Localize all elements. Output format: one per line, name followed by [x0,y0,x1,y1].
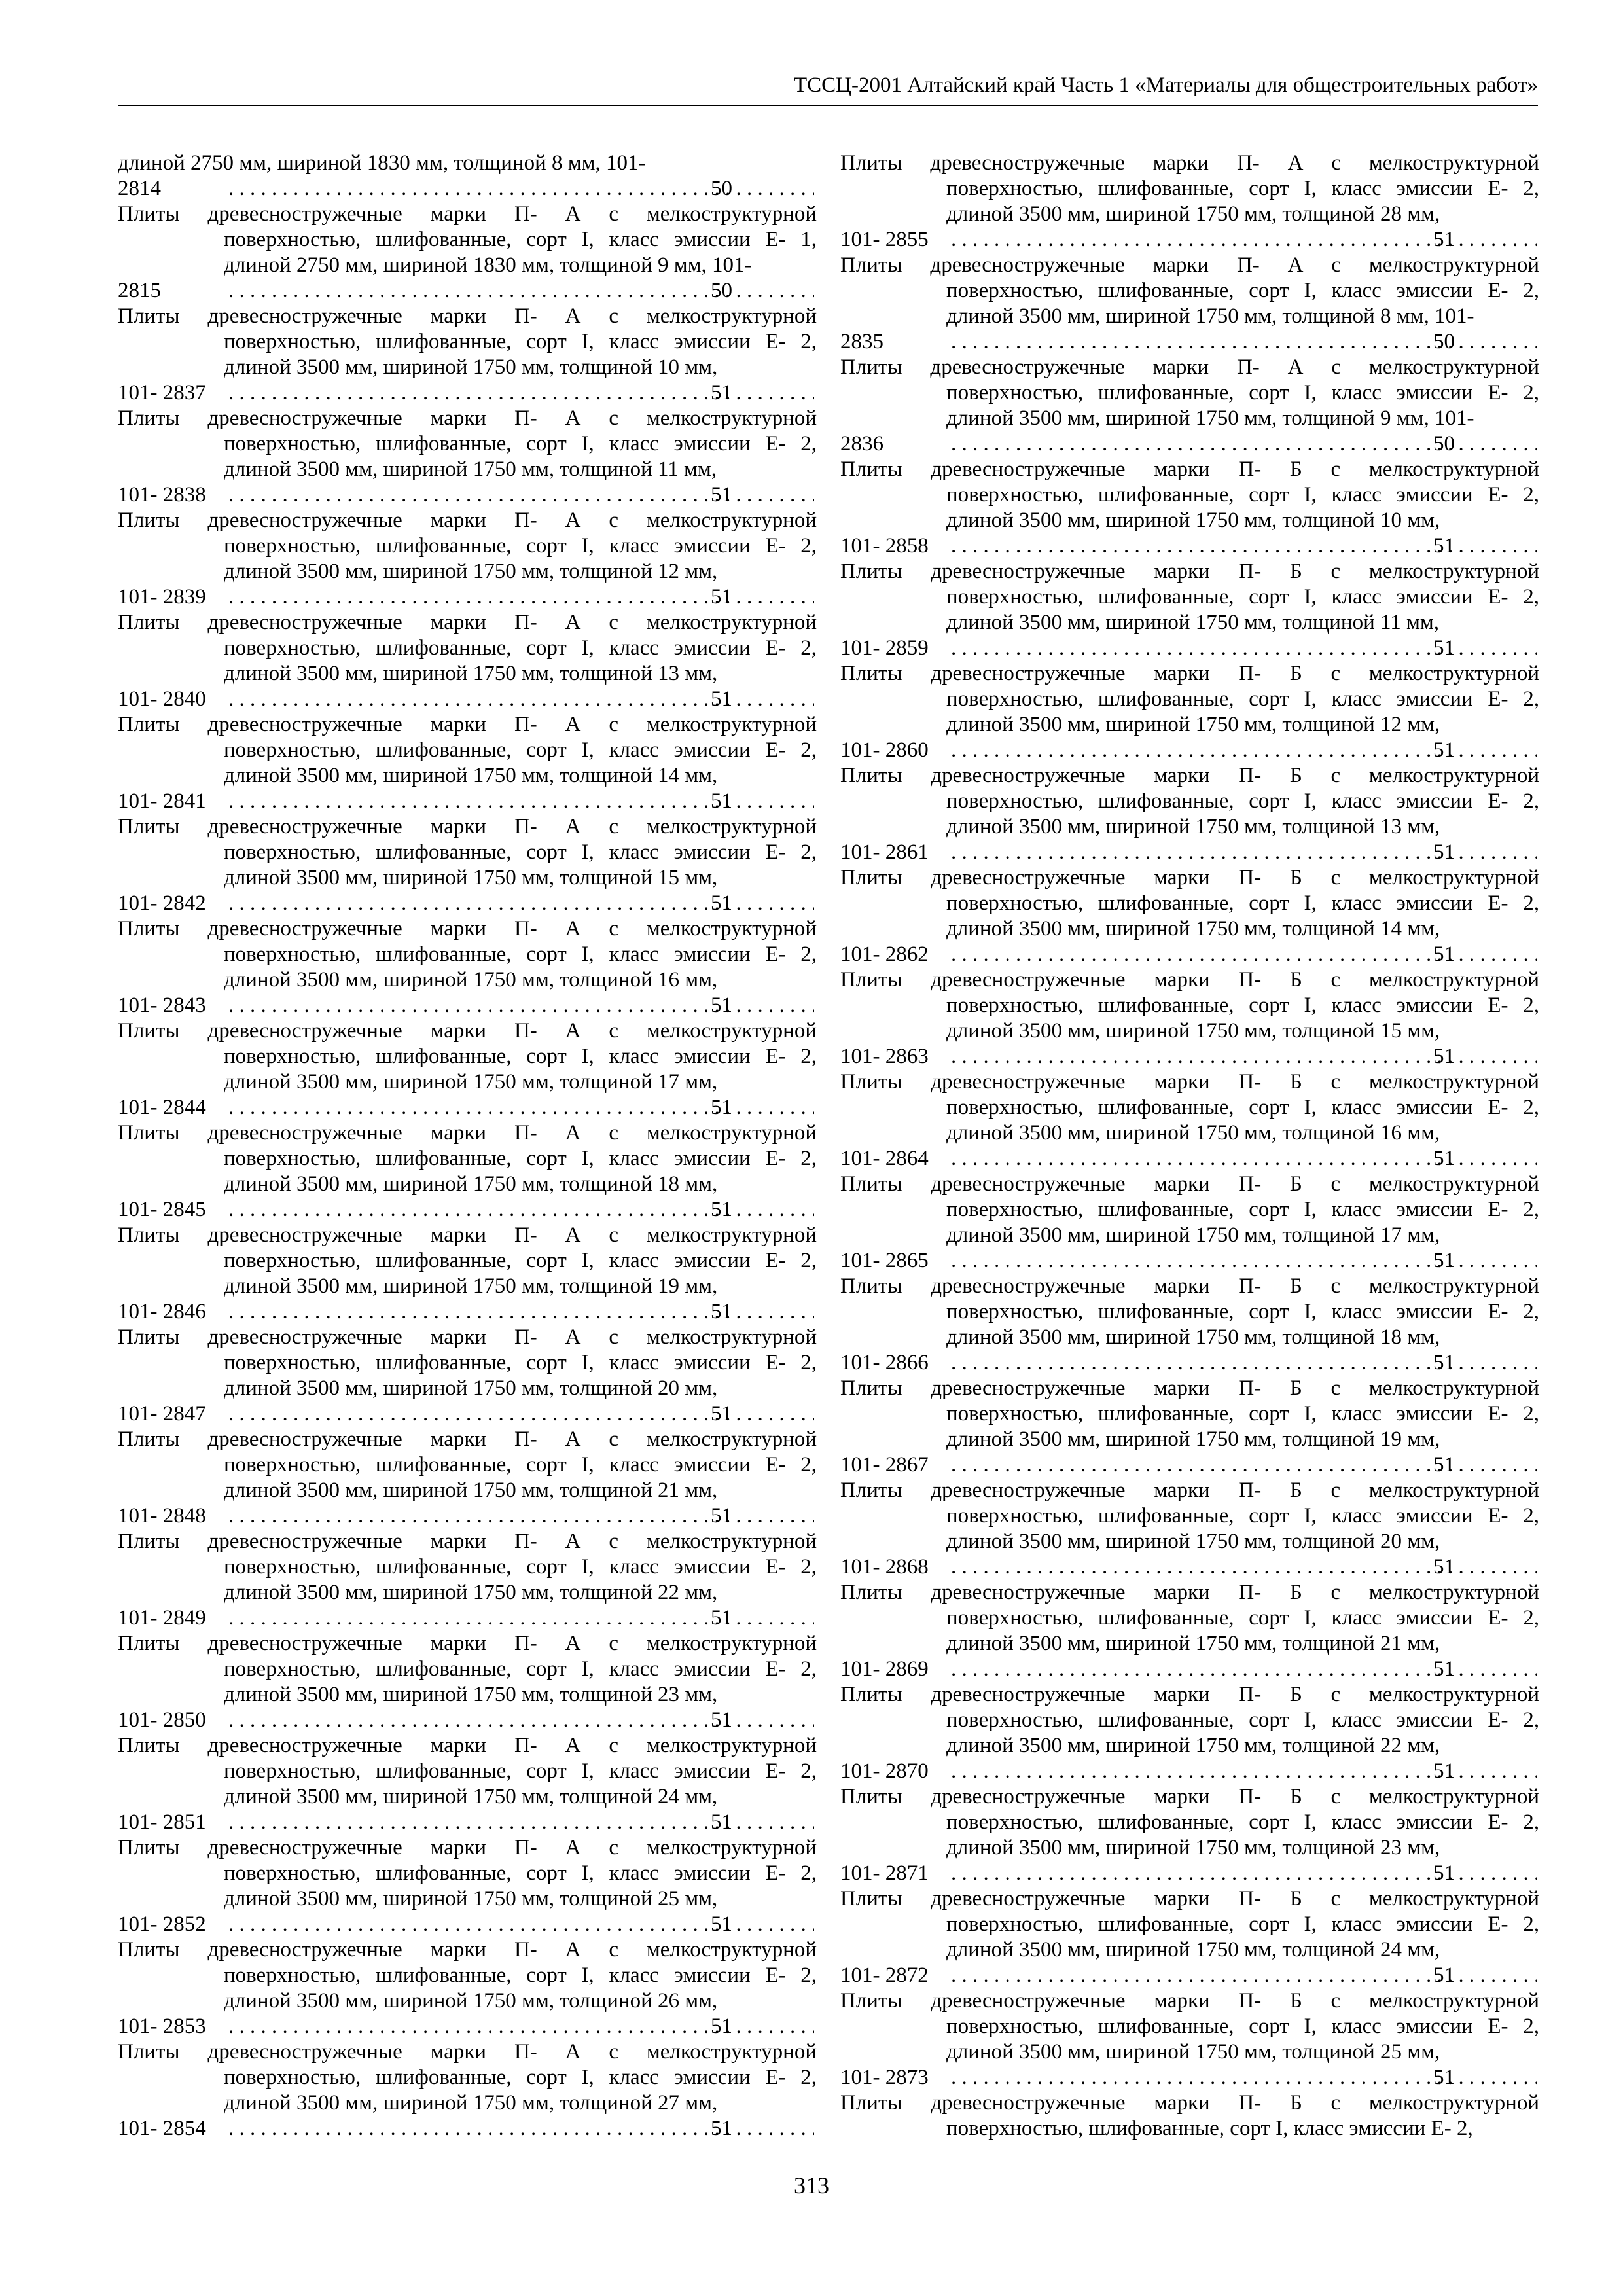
entry-text: Плиты древесностружечные марки П- Б с мелкоструктурной поверхностью, шлифованные, сорт I, класс эмиссии Е- 2, длиной 3500 мм, шириной 1750 мм, толщиной 19 мм, [840,1376,1539,1451]
index-entry [840,559,1539,661]
entry-lastline: 2815 . . . 50 [224,278,817,304]
entry-lastline: 101- 2851 . . . 51 [224,1810,817,1835]
entry-text: Плиты древесностружечные марки П- А с мелкоструктурной поверхностью, шлифованные, сорт I, класс эмиссии Е- 2, длиной 3500 мм, шириной 1750 мм, толщиной 25 мм, [118,1836,817,1910]
entry-text: Плиты древесностружечные марки П- А с мелкоструктурной поверхностью, шлифованные, сорт I, класс эмиссии Е- 2, длиной 3500 мм, шириной 1750 мм, толщиной 17 мм, [118,1019,817,1094]
entry-text: Плиты древесностружечные марки П- А с мелкоструктурной поверхностью, шлифованные, сорт I, класс эмиссии Е- 2, длиной 3500 мм, шириной 1750 мм, толщиной 10 мм, [118,304,817,379]
entry-text: Плиты древесностружечные марки П- А с мелкоструктурной поверхностью, шлифованные, сорт I, класс эмиссии Е- 2, длиной 3500 мм, шириной 1750 мм, толщиной 21 мм, [118,1427,817,1502]
index-entry [840,1274,1539,1376]
entry-text: Плиты древесностружечные марки П- Б с мелкоструктурной поверхностью, шлифованные, сорт I, класс эмиссии Е- 2, длиной 3500 мм, шириной 1750 мм, толщиной 16 мм, [840,1070,1539,1145]
entry-lastline: 2835 . . . 50 [946,329,1539,355]
index-entry [118,610,817,712]
entry-lastline: 101- 2837 . . . 51 [224,380,817,406]
index-entry [118,202,817,304]
entry-text: Плиты древесностружечные марки П- А с мелкоструктурной поверхностью, шлифованные, сорт I, класс эмиссии Е- 2, длиной 3500 мм, шириной 1750 мм, толщиной 18 мм, [118,1121,817,1196]
index-entry [118,1529,817,1631]
entry-text: длиной 2750 мм, шириной 1830 мм, толщиной 8 мм, 101- [118,151,646,175]
entry-lastline: 101- 2864 . . . 51 [946,1146,1539,1172]
entry-lastline: 101- 2873 . . . 51 [946,2065,1539,2090]
entry-text: Плиты древесностружечные марки П- А с мелкоструктурной поверхностью, шлифованные, сорт I, класс эмиссии Е- 2, длиной 3500 мм, шириной 1750 мм, толщиной 19 мм, [118,1223,817,1298]
entry-text: Плиты древесностружечные марки П- Б с мелкоструктурной поверхностью, шлифованные, сорт I, класс эмиссии Е- 2, длиной 3500 мм, шириной 1750 мм, толщиной 20 мм, [840,1479,1539,1553]
entry-text: Плиты древесностружечные марки П- Б с мелкоструктурной поверхностью, шлифованные, сорт I, класс эмиссии Е- 2, длиной 3500 мм, шириной 1750 мм, толщиной 13 мм, [840,764,1539,838]
index-entry [118,814,817,916]
entry-lastline: 101- 2870 . . . 51 [946,1759,1539,1784]
index-entry [840,661,1539,763]
entry-lastline: 101- 2867 . . . 51 [946,1452,1539,1478]
entry-text: Плиты древесностружечные марки П- Б с мелкоструктурной поверхностью, шлифованные, сорт I, класс эмиссии Е- 2, [840,2091,1539,2140]
index-entry [840,763,1539,865]
entry-text: Плиты древесностружечные марки П- Б с мелкоструктурной поверхностью, шлифованные, сорт I, класс эмиссии Е- 2, длиной 3500 мм, шириной 1750 мм, толщиной 15 мм, [840,968,1539,1043]
index-entry [840,1784,1539,1886]
index-entry [840,355,1539,457]
entry-lastline: 101- 2844 . . . 51 [224,1095,817,1121]
index-entry [840,967,1539,1069]
entry-lastline: 101- 2840 . . . 51 [224,687,817,712]
entry-lastline: 101- 2869 . . . 51 [946,1657,1539,1682]
entry-lastline: 101- 2843 . . . 51 [224,993,817,1018]
entry-lastline: 101- 2849 . . . 51 [224,1605,817,1631]
entry-lastline: 101- 2846 . . . 51 [224,1299,817,1325]
index-entry [840,1580,1539,1682]
entry-lastline: 101- 2871 . . . 51 [946,1861,1539,1886]
index-entry [840,253,1539,355]
entry-lastline: 101- 2868 . . . 51 [946,1554,1539,1580]
index-entry [118,1835,817,1937]
entry-lastline: 101- 2838 . . . 51 [224,482,817,508]
entry-text: Плиты древесностружечные марки П- Б с мелкоструктурной поверхностью, шлифованные, сорт I, класс эмиссии Е- 2, длиной 3500 мм, шириной 1750 мм, толщиной 10 мм, [840,457,1539,532]
entry-lastline: 101- 2862 . . . 51 [946,942,1539,967]
entry-text: Плиты древесностружечные марки П- Б с мелкоструктурной поверхностью, шлифованные, сорт I, класс эмиссии Е- 2, длиной 3500 мм, шириной 1750 мм, толщиной 18 мм, [840,1274,1539,1349]
index-entry [118,916,817,1018]
entry-lastline: 101- 2841 . . . 51 [224,789,817,814]
header-rule [118,105,1538,106]
entry-text: Плиты древесностружечные марки П- А с мелкоструктурной поверхностью, шлифованные, сорт I, класс эмиссии Е- 2, длиной 3500 мм, шириной 1750 мм, толщиной 8 мм, 101- [840,253,1539,328]
entry-text: Плиты древесностружечные марки П- Б с мелкоструктурной поверхностью, шлифованные, сорт I, класс эмиссии Е- 2, длиной 3500 мм, шириной 1750 мм, толщиной 11 мм, [840,560,1539,634]
entry-text: Плиты древесностружечные марки П- А с мелкоструктурной поверхностью, шлифованные, сорт I, класс эмиссии Е- 2, длиной 3500 мм, шириной 1750 мм, толщиной 20 мм, [118,1325,817,1400]
entry-lastline: 101- 2866 . . . 51 [946,1350,1539,1376]
index-entry [118,1631,817,1733]
entry-text: Плиты древесностружечные марки П- Б с мелкоструктурной поверхностью, шлифованные, сорт I, класс эмиссии Е- 2, длиной 3500 мм, шириной 1750 мм, толщиной 17 мм, [840,1172,1539,1247]
index-entry [118,508,817,610]
entry-lastline: 101- 2855 . . . 51 [946,227,1539,253]
index-entry [118,1937,817,2039]
entry-text: Плиты древесностружечные марки П- А с мелкоструктурной поверхностью, шлифованные, сорт I, класс эмиссии Е- 2, длиной 3500 мм, шириной 1750 мм, толщиной 16 мм, [118,917,817,992]
index-entry [840,1172,1539,1274]
entry-lastline: 101- 2865 . . . 51 [946,1248,1539,1274]
entry-text: Плиты древесностружечные марки П- А с мелкоструктурной поверхностью, шлифованные, сорт I, класс эмиссии Е- 2, длиной 3500 мм, шириной 1750 мм, толщиной 12 мм, [118,509,817,583]
entry-text: Плиты древесностружечные марки П- Б с мелкоструктурной поверхностью, шлифованные, сорт I, класс эмиссии Е- 2, длиной 3500 мм, шириной 1750 мм, толщиной 25 мм, [840,1989,1539,2064]
index-entry [840,1886,1539,1988]
running-header: ТССЦ-2001 Алтайский край Часть 1 «Материалы для общестроительных работ» [793,73,1538,97]
index-entry [118,1018,817,1121]
entry-text: Плиты древесностружечные марки П- А с мелкоструктурной поверхностью, шлифованные, сорт I, класс эмиссии Е- 2, длиной 3500 мм, шириной 1750 мм, толщиной 9 мм, 101- [840,355,1539,430]
entry-lastline: 101- 2847 . . . 51 [224,1401,817,1427]
entry-text: Плиты древесностружечные марки П- А с мелкоструктурной поверхностью, шлифованные, сорт I, класс эмиссии Е- 2, длиной 3500 мм, шириной 1750 мм, толщиной 24 мм, [118,1734,817,1808]
entry-text: Плиты древесностружечные марки П- А с мелкоструктурной поверхностью, шлифованные, сорт I, класс эмиссии Е- 1, длиной 2750 мм, шириной 1830 мм, толщиной 9 мм, 101- [118,202,817,277]
entry-lastline: 101- 2861 . . . 51 [946,840,1539,865]
entry-lastline: 101- 2860 . . . 51 [946,738,1539,763]
entry-text: Плиты древесностружечные марки П- А с мелкоструктурной поверхностью, шлифованные, сорт I, класс эмиссии Е- 2, длиной 3500 мм, шириной 1750 мм, толщиной 22 мм, [118,1530,817,1604]
index-entry [118,712,817,814]
index-entry-trailing [840,2090,1539,2142]
index-entry [118,1325,817,1427]
entry-lastline: 101- 2863 . . . 51 [946,1044,1539,1069]
index-entry [840,1988,1539,2090]
entry-lastline: 2814 . . . 50 [224,176,817,202]
page-number: 313 [794,2172,829,2198]
index-entry [118,406,817,508]
entry-lastline: 101- 2872 . . . 51 [946,1963,1539,1988]
entry-text: Плиты древесностружечные марки П- А с мелкоструктурной поверхностью, шлифованные, сорт I, класс эмиссии Е- 2, длиной 3500 мм, шириной 1750 мм, толщиной 27 мм, [118,2040,817,2115]
index-entry [118,1427,817,1529]
entry-text: Плиты древесностружечные марки П- Б с мелкоструктурной поверхностью, шлифованные, сорт I, класс эмиссии Е- 2, длиной 3500 мм, шириной 1750 мм, толщиной 14 мм, [840,866,1539,941]
index-entry [118,304,817,406]
index-entry [118,2039,817,2142]
index-entry [840,151,1539,253]
index-entry [840,1376,1539,1478]
entry-text: Плиты древесностружечные марки П- А с мелкоструктурной поверхностью, шлифованные, сорт I, класс эмиссии Е- 2, длиной 3500 мм, шириной 1750 мм, толщиной 14 мм, [118,713,817,787]
entry-lastline: 101- 2853 . . . 51 [224,2014,817,2039]
entry-lastline: 101- 2859 . . . 51 [946,636,1539,661]
index-entry [840,865,1539,967]
entry-lastline: 101- 2839 . . . 51 [224,584,817,610]
entry-lastline: 101- 2850 . . . 51 [224,1708,817,1733]
entry-lastline: 101- 2842 . . . 51 [224,891,817,916]
index-entry [840,1478,1539,1580]
entry-text: Плиты древесностружечные марки П- А с мелкоструктурной поверхностью, шлифованные, сорт I, класс эмиссии Е- 2, длиной 3500 мм, шириной 1750 мм, толщиной 26 мм, [118,1938,817,2013]
index-entry [840,1682,1539,1784]
entry-lastline: 2836 . . . 50 [946,431,1539,457]
entry-lastline: 101- 2854 . . . 51 [224,2116,817,2142]
entry-text: Плиты древесностружечные марки П- Б с мелкоструктурной поверхностью, шлифованные, сорт I, класс эмиссии Е- 2, длиной 3500 мм, шириной 1750 мм, толщиной 22 мм, [840,1683,1539,1757]
index-entry-continuation [118,151,817,202]
entry-lastline: 101- 2858 . . . 51 [946,533,1539,559]
entry-text: Плиты древесностружечные марки П- Б с мелкоструктурной поверхностью, шлифованные, сорт I, класс эмиссии Е- 2, длиной 3500 мм, шириной 1750 мм, толщиной 23 мм, [840,1785,1539,1859]
entry-text: Плиты древесностружечные марки П- А с мелкоструктурной поверхностью, шлифованные, сорт I, класс эмиссии Е- 2, длиной 3500 мм, шириной 1750 мм, толщиной 23 мм, [118,1632,817,1706]
index-entry [840,1069,1539,1172]
entry-text: Плиты древесностружечные марки П- А с мелкоструктурной поверхностью, шлифованные, сорт I, класс эмиссии Е- 2, длиной 3500 мм, шириной 1750 мм, толщиной 28 мм, [840,151,1539,226]
entry-text: Плиты древесностружечные марки П- Б с мелкоструктурной поверхностью, шлифованные, сорт I, класс эмиссии Е- 2, длиной 3500 мм, шириной 1750 мм, толщиной 12 мм, [840,662,1539,736]
entry-text: Плиты древесностружечные марки П- Б с мелкоструктурной поверхностью, шлифованные, сорт I, класс эмиссии Е- 2, длиной 3500 мм, шириной 1750 мм, толщиной 21 мм, [840,1581,1539,1655]
index-entry [840,457,1539,559]
index-entry [118,1121,817,1223]
index-entry [118,1733,817,1835]
entry-text: Плиты древесностружечные марки П- Б с мелкоструктурной поверхностью, шлифованные, сорт I, класс эмиссии Е- 2, длиной 3500 мм, шириной 1750 мм, толщиной 24 мм, [840,1887,1539,1962]
entry-text: Плиты древесностружечные марки П- А с мелкоструктурной поверхностью, шлифованные, сорт I, класс эмиссии Е- 2, длиной 3500 мм, шириной 1750 мм, толщиной 15 мм, [118,815,817,889]
entry-text: Плиты древесностружечные марки П- А с мелкоструктурной поверхностью, шлифованные, сорт I, класс эмиссии Е- 2, длиной 3500 мм, шириной 1750 мм, толщиной 11 мм, [118,406,817,481]
entry-lastline: 101- 2845 . . . 51 [224,1197,817,1223]
entry-lastline: 101- 2848 . . . 51 [224,1503,817,1529]
index-entry [118,1223,817,1325]
entry-lastline: 101- 2852 . . . 51 [224,1912,817,1937]
entry-text: Плиты древесностружечные марки П- А с мелкоструктурной поверхностью, шлифованные, сорт I, класс эмиссии Е- 2, длиной 3500 мм, шириной 1750 мм, толщиной 13 мм, [118,611,817,685]
right-column [840,151,1539,2142]
left-column [118,151,817,2142]
